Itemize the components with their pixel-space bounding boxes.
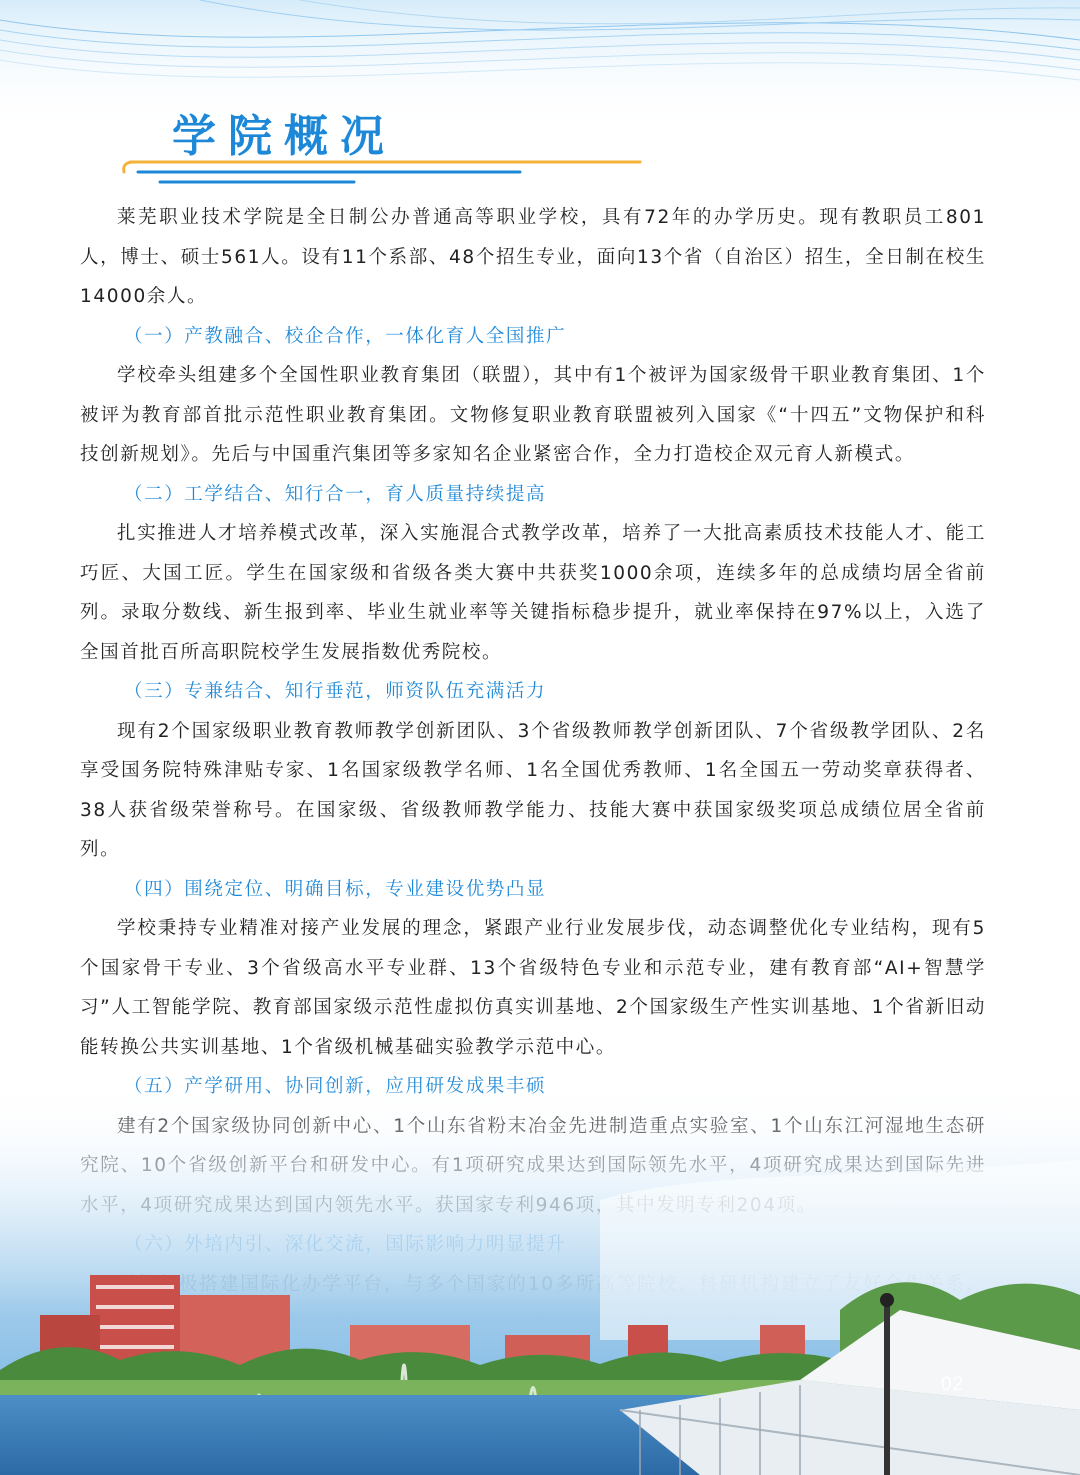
page-number: 02 bbox=[941, 1374, 965, 1395]
intro-paragraph: 莱芜职业技术学院是全日制公办普通高等职业学校，具有72年的办学历史。现有教职员工801人，博士、硕士561人。设有11个系部、48个招生专业，面向13个省（自治区）招生，全日制在校生14000余人。 bbox=[80, 207, 986, 307]
section-title-4: （四）围绕定位、明确目标，专业建设优势凸显 bbox=[124, 878, 547, 900]
section-title-3: （三）专兼结合、知行垂范，师资队伍充满活力 bbox=[124, 681, 547, 702]
section-body-3: 现有2个国家级职业教育教师教学创新团队、3个省级教师教学创新团队、7个省级教学团队、2名享受国务院特殊津贴专家、1名国家级教学名师、1名全国优秀教师、1名全国五一劳动奖章获得者、38人获省级荣誉称号。在国家级、省级教师教学能力、技能大赛中获国家级奖项总成绩位居全省前列。 bbox=[80, 720, 986, 860]
section-body-1: 学校牵头组建多个全国性职业教育集团（联盟），其中有1个被评为国家级骨干职业教育集团、1个被评为教育部首批示范性职业教育集团。文物修复职业教育联盟被列入国家《“十四五”文物保护和科技创新规划》。先后与中国重汽集团等多家知名企业紧密合作，全力打造校企双元育人新模式。 bbox=[80, 365, 986, 465]
section-title-1: （一）产教融合、校企合作，一体化育人全国推广 bbox=[124, 325, 567, 347]
page-title: 学院概况 bbox=[172, 111, 396, 162]
section-title-2: （二）工学结合、知行合一，育人质量持续提高 bbox=[124, 483, 547, 505]
campus-lake-photo bbox=[0, 1080, 1080, 1475]
section-body-2: 扎实推进人才培养模式改革，深入实施混合式教学改革，培养了一大批高素质技术技能人才、能工巧匠、大国工匠。学生在国家级和省级各类大赛中共获奖1000余项，连续多年的总成绩均居全省前列。录取分数线、新生报到率、毕业生就业率等关键指标稳步提升，就业率保持在97%以上，入选了全国首批百所高职院校学生发展指数优秀院校。 bbox=[80, 523, 986, 663]
title-underline-decoration bbox=[120, 150, 660, 190]
section-body-4: 学校秉持专业精准对接产业发展的理念，紧跟产业行业发展步伐，动态调整优化专业结构，现有5个国家骨干专业、3个省级高水平专业群、13个省级特色专业和示范专业，建有教育部“AI+智慧学习”人工智能学院、教育部国家级示范性虚拟仿真实训基地、2个国家级生产性实训基地、1个省新旧动能转换公共实训基地、1个省级机械基础实验教学示范中心。 bbox=[80, 918, 986, 1058]
